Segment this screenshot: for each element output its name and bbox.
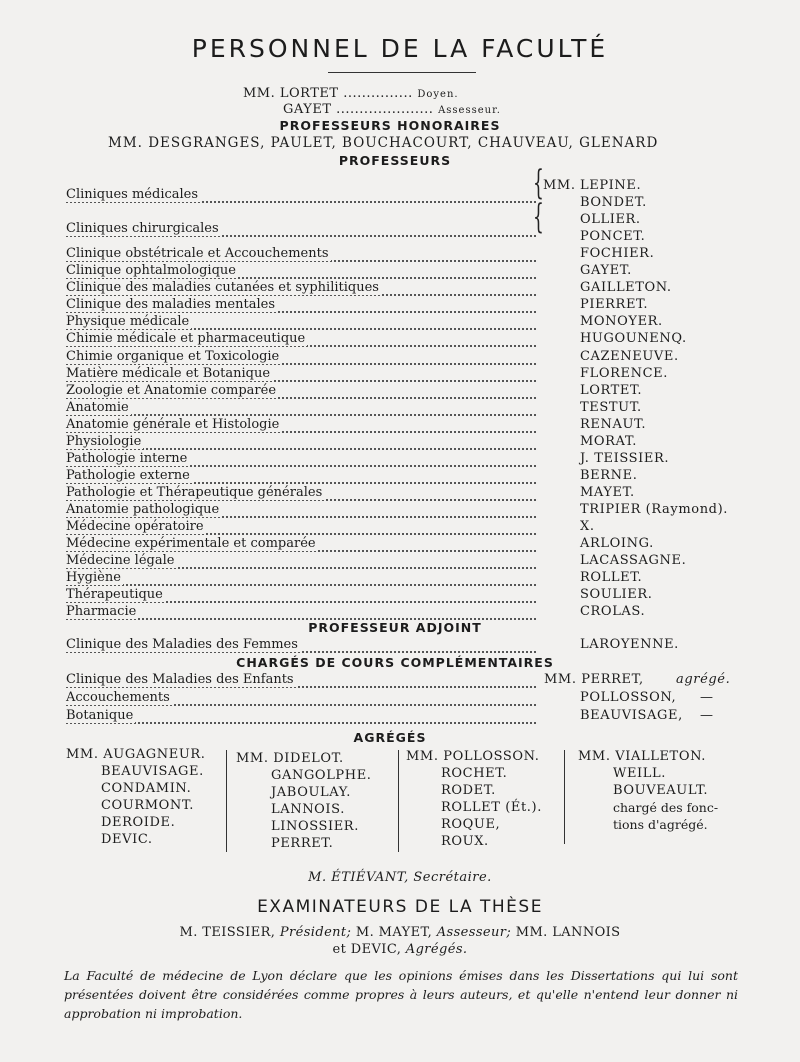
secretary-line (0, 870, 800, 885)
exam-assesseur-role: Assesseur; (436, 925, 512, 940)
officer-role: Doyen. (417, 89, 459, 100)
charge-name: MM. PERRET, (544, 672, 644, 687)
charge-row (66, 672, 536, 689)
professeur-name: OLLIER. (580, 212, 641, 227)
professeur-name: SOULIER. (580, 587, 653, 602)
professeur-row (66, 468, 536, 485)
professeur-subject: Matière médicale et Botanique (66, 366, 271, 381)
officer-doyen (243, 86, 459, 101)
professeur-name: FLORENCE. (580, 366, 668, 381)
professeur-name: TRIPIER (Raymond). (580, 502, 728, 517)
professeur-subject: Chimie médicale et pharmaceutique (66, 331, 306, 346)
professeur-name: X. (580, 519, 595, 534)
agreges-column-1 (66, 747, 206, 849)
professeur-row (66, 519, 536, 536)
brace-cliniques-chirurgicales: { (533, 197, 544, 237)
professeur-subject: Anatomie (66, 400, 129, 415)
adjoint-name: LAROYENNE. (580, 637, 679, 652)
title-underline (328, 72, 476, 73)
charge-note: — (700, 708, 714, 723)
professeur-row (66, 366, 536, 383)
secretary-name: M. ÉTIÉVANT, (308, 870, 409, 885)
professeur-subject: Chimie organique et Toxicologie (66, 349, 280, 364)
professeurs-prefix: MM. (543, 178, 576, 193)
heading-charges: CHARGÉS DE COURS COMPLÉMENTAIRES (236, 655, 554, 670)
exam-agreges-names: MM. LANNOIS (515, 925, 621, 940)
agrege-name: MM. AUGAGNEUR. (66, 747, 206, 762)
heading-examinateurs: EXAMINATEURS DE LA THÈSE (257, 897, 543, 917)
professeur-subject: Zoologie et Anatomie comparée (66, 383, 277, 398)
professeur-subject: Anatomie pathologique (66, 502, 220, 517)
professeur-subject: Pharmacie (66, 604, 137, 619)
professeur-subject: Médecine légale (66, 553, 175, 568)
professeur-row (66, 485, 536, 502)
agrege-name: MM. DIDELOT. (236, 751, 344, 766)
professeur-name: GAYET. (580, 263, 632, 278)
agrege-name: COURMONT. (101, 798, 194, 813)
adjoint-row (66, 637, 536, 654)
professeur-subject: Clinique des maladies mentales (66, 297, 275, 312)
charge-row (66, 690, 536, 707)
agrege-name: ROCHET. (441, 766, 508, 781)
professeur-name: LEPINE. (580, 178, 642, 193)
agrege-name: GANGOLPHE. (271, 768, 372, 783)
professeur-subject: Pathologie interne (66, 451, 188, 466)
agrege-name: ROQUE, (441, 817, 501, 832)
professeur-row (66, 502, 536, 519)
agrege-note: tions d'agrégé. (613, 817, 708, 832)
professeur-name: MORAT. (580, 434, 637, 449)
agrege-name: RODET. (441, 783, 496, 798)
charge-name: BEAUVISAGE, (580, 708, 683, 723)
professeur-subject: Anatomie générale et Histologie (66, 417, 280, 432)
charge-row (66, 708, 536, 725)
agrege-name: DEVIC. (101, 832, 153, 847)
professeur-subject: Cliniques médicales (66, 187, 199, 202)
professeur-row (66, 280, 536, 297)
adjoint-subject: Clinique des Maladies des Femmes (66, 637, 298, 652)
professeur-row (66, 400, 536, 417)
professeur-name: J. TEISSIER. (580, 451, 670, 466)
officer-dots: ..................... (336, 102, 434, 117)
agrege-name: DEROIDE. (101, 815, 176, 830)
column-divider (564, 750, 565, 844)
agrege-note: chargé des fonc- (613, 800, 719, 815)
professeur-subject: Clinique ophtalmologique (66, 263, 236, 278)
professeur-name: ARLOING. (580, 536, 654, 551)
dot-leader (66, 582, 536, 586)
charge-note: — (700, 690, 714, 705)
dot-leader (66, 720, 536, 724)
agreges-column-2 (236, 751, 372, 853)
heading-professeurs: PROFESSEURS (338, 153, 452, 168)
secretary-role: Secrétaire. (413, 870, 492, 885)
professeur-row (66, 246, 536, 263)
professeur-subject: Thérapeutique (66, 587, 163, 602)
agrege-name: ROUX. (441, 834, 489, 849)
exam-president-role: Président; (279, 925, 352, 940)
column-divider (226, 750, 227, 852)
professeur-row (66, 221, 536, 238)
professeur-subject: Médecine expérimentale et comparée (66, 536, 316, 551)
examinateurs-line-1 (0, 925, 800, 940)
professeur-row (66, 383, 536, 400)
professeur-name: ROLLET. (580, 570, 643, 585)
professeur-name: GAILLETON. (580, 280, 672, 295)
professeur-row (66, 349, 536, 366)
dot-leader (66, 412, 536, 416)
professeur-row (66, 297, 536, 314)
professeur-name: PONCET. (580, 229, 646, 244)
professeur-subject: Hygiène (66, 570, 121, 585)
agrege-name: BOUVEAULT. (613, 783, 709, 798)
heading-adjoint: PROFESSEUR ADJOINT (308, 620, 482, 635)
faculty-disclaimer: La Faculté de médecine de Lyon déclare que les opinions émises dans les Dissertations qui lui sont présentées doivent être considérées comme propres à leurs auteurs, et qu'elle n'entend leur donner ni approbation ni improbation. (64, 968, 738, 1021)
honoraires-names: MM. DESGRANGES, PAULET, BOUCHACOURT, CHAUVEAU, GLENARD (108, 135, 659, 151)
professeur-row (66, 187, 536, 204)
professeur-subject: Pathologie et Thérapeutique générales (66, 485, 323, 500)
exam-agreges-role: Agrégés. (405, 942, 468, 957)
professeur-name: HUGOUNENQ. (580, 331, 687, 346)
column-divider (398, 750, 399, 852)
professeur-subject: Physiologie (66, 434, 142, 449)
professeur-subject: Médecine opératoire (66, 519, 204, 534)
agreges-column-3 (406, 749, 542, 851)
professeur-row (66, 553, 536, 570)
agrege-name: CONDAMIN. (101, 781, 192, 796)
charge-subject: Clinique des Maladies des Enfants (66, 672, 294, 687)
examinateurs-line-2 (0, 942, 800, 957)
charge-note: agrégé. (676, 672, 731, 687)
officer-dots: ............... (343, 86, 413, 101)
professeur-name: BERNE. (580, 468, 638, 483)
professeur-row (66, 451, 536, 468)
exam-president-name: M. TEISSIER, (179, 925, 276, 940)
professeur-name: CROLAS. (580, 604, 646, 619)
charge-subject: Accouchements (66, 690, 170, 705)
professeur-name: LACASSAGNE. (580, 553, 687, 568)
brace-cliniques-medicales: { (533, 163, 544, 203)
professeur-row (66, 314, 536, 331)
officer-name: MM. LORTET (243, 86, 339, 101)
agrege-name: MM. VIALLETON. (578, 749, 706, 764)
professeur-row (66, 570, 536, 587)
professeur-subject: Cliniques chirurgicales (66, 221, 219, 236)
professeur-row (66, 331, 536, 348)
agrege-name: ROLLET (Ét.). (441, 800, 542, 815)
professeur-row (66, 417, 536, 434)
professeur-name: MONOYER. (580, 314, 663, 329)
professeur-row (66, 263, 536, 280)
agrege-name: LANNOIS. (271, 802, 345, 817)
exam-agreges-names-2: et DEVIC, (332, 942, 402, 957)
page-title: PERSONNEL DE LA FACULTÉ (191, 34, 609, 63)
agrege-name: BEAUVISAGE. (101, 764, 204, 779)
agrege-name: LINOSSIER. (271, 819, 359, 834)
professeur-row (66, 434, 536, 451)
professeur-row (66, 604, 536, 621)
heading-honoraires: PROFESSEURS HONORAIRES (279, 118, 501, 133)
professeur-name: MAYET. (580, 485, 635, 500)
professeur-subject: Pathologie externe (66, 468, 190, 483)
professeur-name: TESTUT. (580, 400, 642, 415)
professeur-name: FOCHIER. (580, 246, 655, 261)
charge-name: POLLOSSON, (580, 690, 677, 705)
professeur-subject: Clinique des maladies cutanées et syphilitiques (66, 280, 379, 295)
agreges-column-4 (578, 749, 718, 834)
agrege-name: WEILL. (613, 766, 666, 781)
professeur-subject: Physique médicale (66, 314, 190, 329)
heading-agreges: AGRÉGÉS (353, 730, 427, 745)
agrege-name: PERRET. (271, 836, 334, 851)
officer-role: Assesseur. (438, 105, 501, 116)
professeur-row (66, 587, 536, 604)
professeur-name: CAZENEUVE. (580, 349, 679, 364)
charge-subject: Botanique (66, 708, 134, 723)
professeur-name: LORTET. (580, 383, 643, 398)
officer-assesseur (283, 102, 501, 117)
professeur-name: BONDET. (580, 195, 647, 210)
professeur-name: PIERRET. (580, 297, 649, 312)
officer-name: GAYET (283, 102, 332, 117)
professeur-name: RENAUT. (580, 417, 647, 432)
exam-assesseur-name: M. MAYET, (355, 925, 433, 940)
agrege-name: JABOULAY. (271, 785, 351, 800)
professeur-subject: Clinique obstétricale et Accouchements (66, 246, 329, 261)
agrege-name: MM. POLLOSSON. (406, 749, 540, 764)
professeur-row (66, 536, 536, 553)
